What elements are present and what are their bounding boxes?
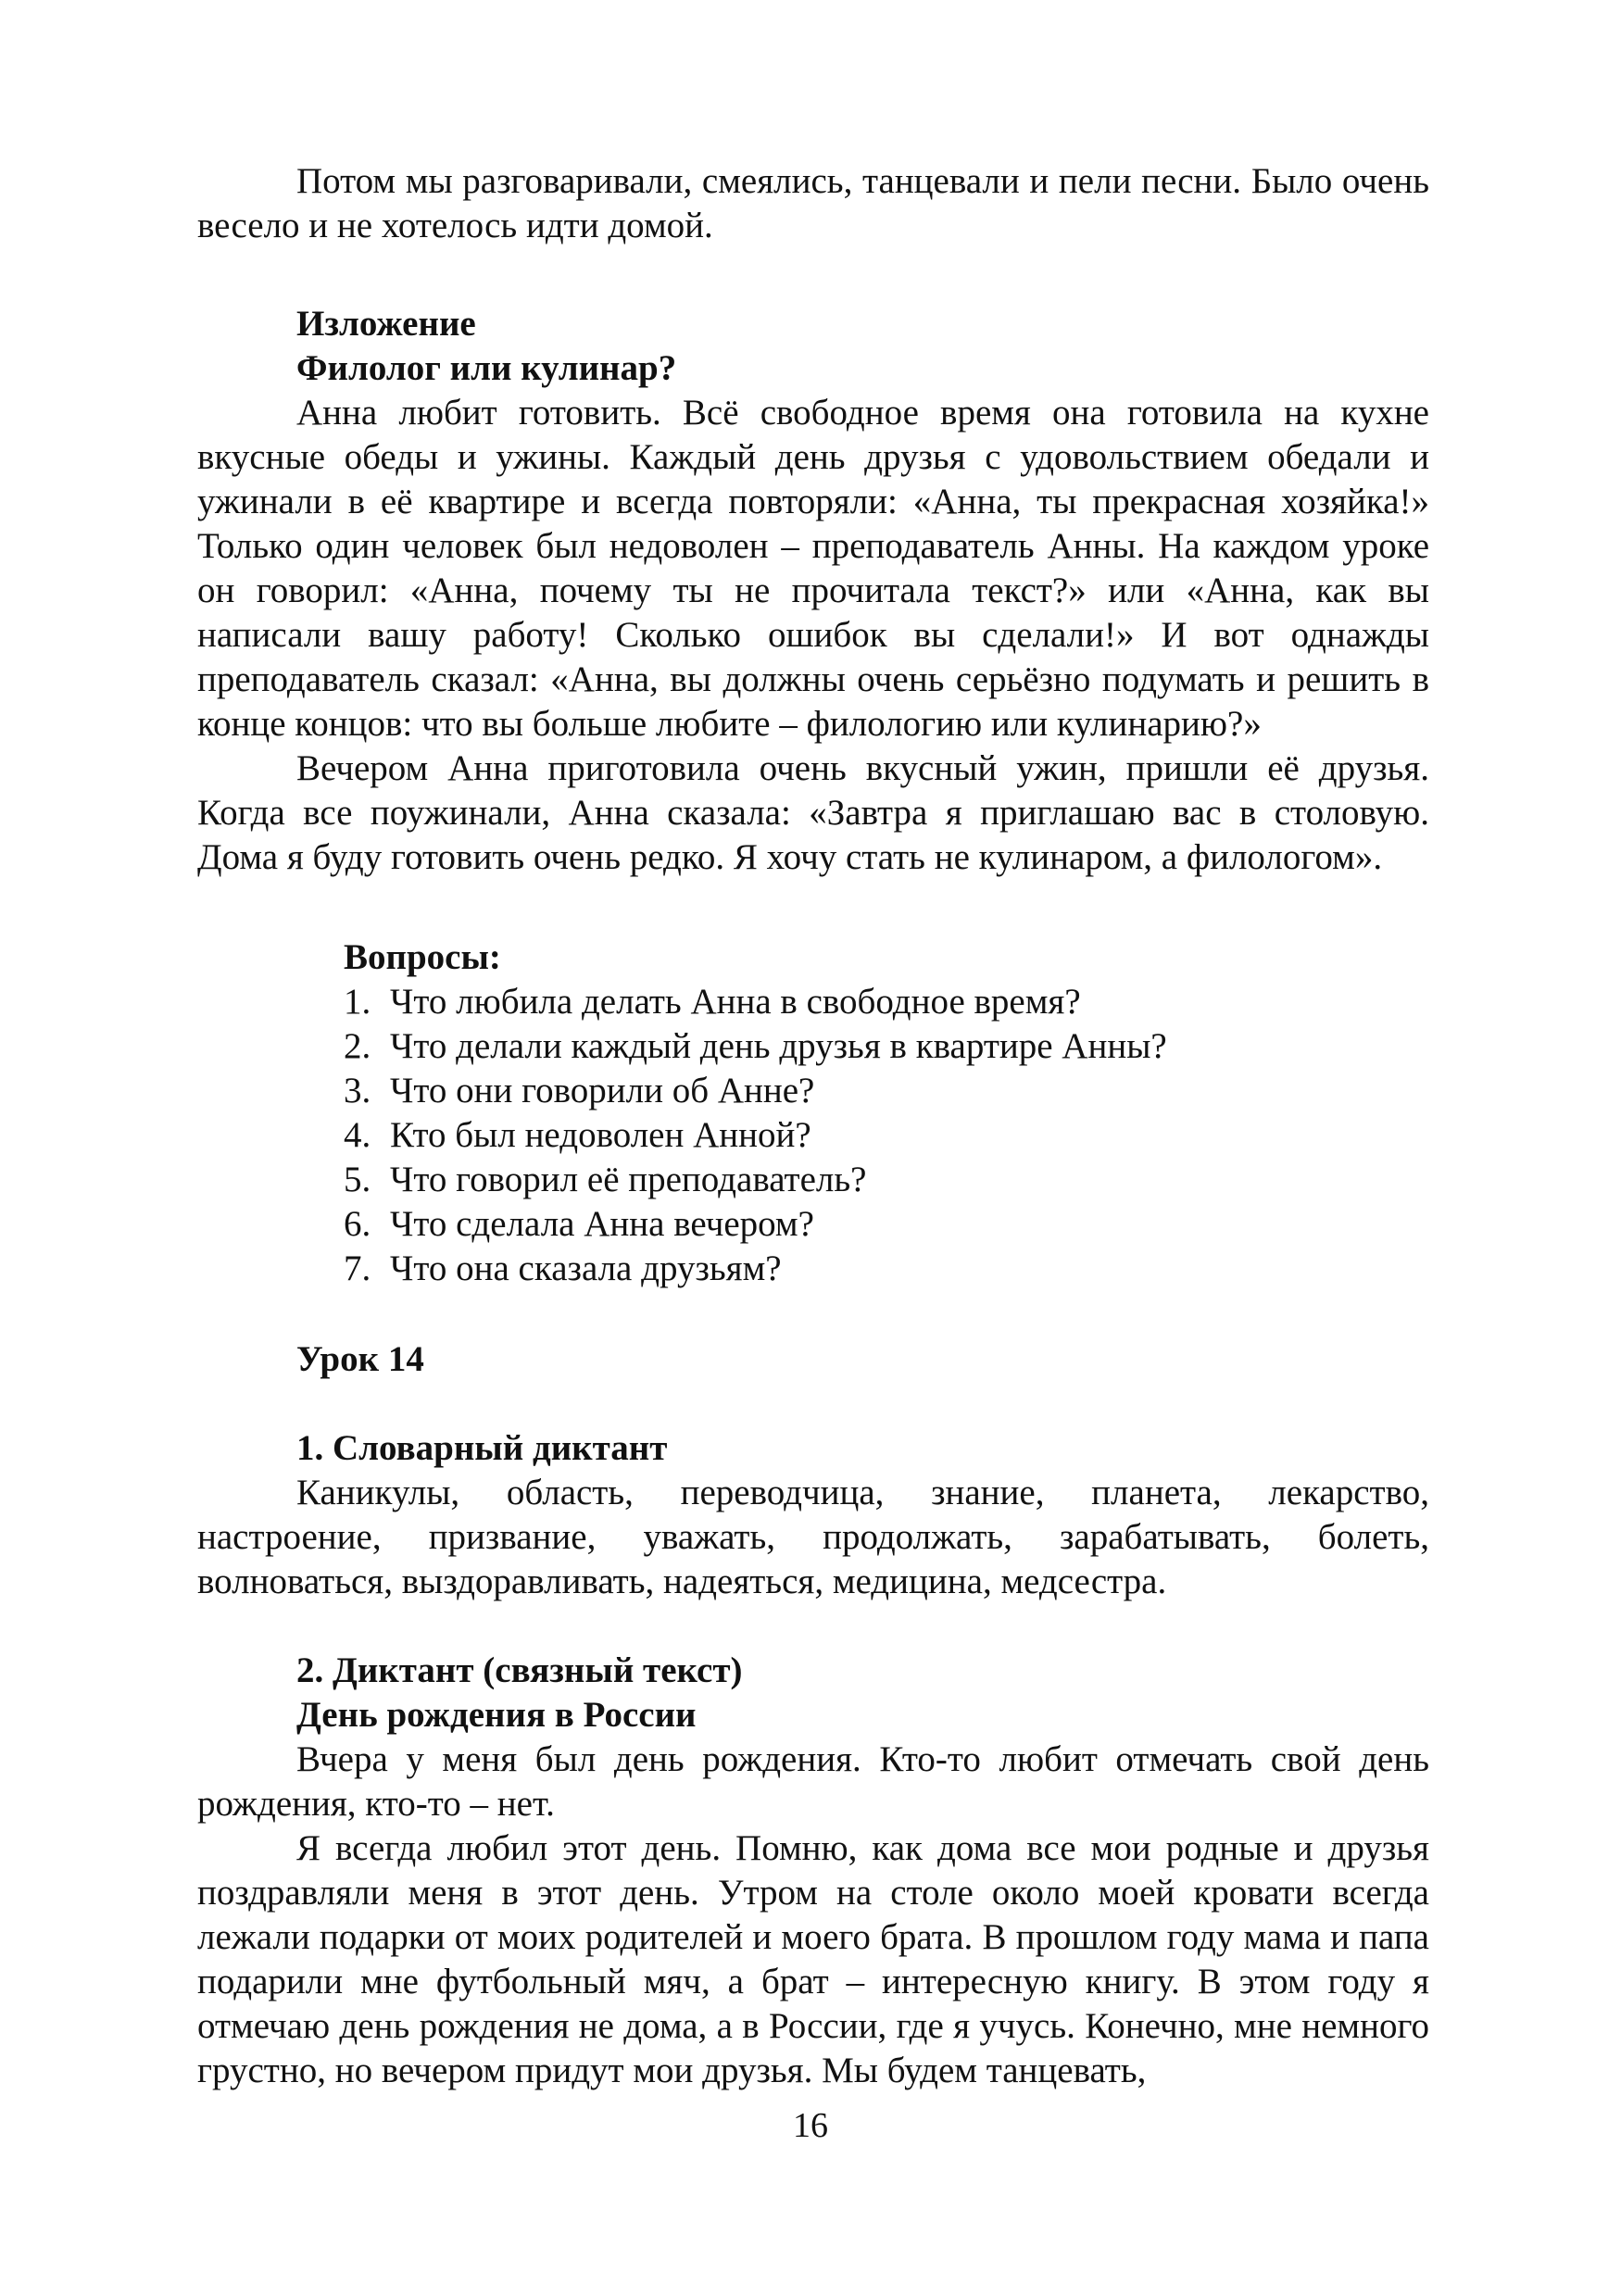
dictation-paragraph: Я всегда любил этот день. Помню, как дома все мои родные и друзья поздравляли меня в этот день. Утром на столе около моей кровати всегда лежали подарки от моих родителей и моего брата. В прошлом году мама и папа подарили мне футбольный мяч, а брат – интересную книгу. В этом году я отмечаю день рождения не дома, а в России, где я учусь. Конечно, мне немного грустно, но вечером придут мои друзья. Мы будем танцевать, [197, 1828, 1429, 2090]
question-number: 4. [344, 1115, 371, 1155]
lesson-title: Урок 14 [296, 1339, 424, 1379]
question-text: Что говорил её преподаватель? [390, 1160, 867, 1199]
question-text: Что делали каждый день друзья в квартире Анны? [390, 1026, 1167, 1066]
retelling-paragraph: Вечером Анна приготовила очень вкусный ужин, пришли её друзья. Когда все поужинали, Анна сказала: «Завтра я приглашаю вас в столовую. Дома я буду готовить очень редко. Я хочу стать не кулинаром, а филологом». [197, 748, 1429, 877]
page-content [197, 159, 1429, 2093]
questions-list [344, 980, 1429, 1291]
question-text: Что она сказала друзьям? [390, 1248, 782, 1288]
dictation-subtitle: День рождения в России [296, 1695, 697, 1735]
question-number: 3. [344, 1071, 371, 1110]
question-number: 6. [344, 1204, 371, 1244]
question-item [344, 980, 1429, 1024]
question-text: Что они говорили об Анне? [390, 1071, 815, 1110]
question-item [344, 1024, 1429, 1069]
question-text: Кто был недоволен Анной? [390, 1115, 811, 1155]
question-item [344, 1247, 1429, 1291]
question-number: 1. [344, 982, 371, 1022]
dictation-paragraph: Вчера у меня был день рождения. Кто-то любит отмечать свой день рождения, кто-то – нет. [197, 1739, 1429, 1824]
question-number: 5. [344, 1160, 371, 1199]
question-number: 2. [344, 1026, 371, 1066]
retelling-paragraph: Анна любит готовить. Всё свободное время она готовила на кухне вкусные обеды и ужины. Каждый день друзья с удовольствием обедали и ужинали в её квартире и всегда повторяли: «Анна, ты прекрасная хозяйка!» Только один человек был недоволен – преподаватель Анны. На каждом уроке он говорил: «Анна, почему ты не прочитала текст?» или «Анна, как вы написали вашу работу! Сколько ошибок вы сделали!» И вот однажды преподаватель сказал: «Анна, вы должны очень серьёзно подумать и решить в конце концов: что вы больше любите – филологию или кулинарию?» [197, 393, 1429, 744]
page-number: 16 [793, 2106, 828, 2145]
retelling-label: Изложение [296, 304, 476, 344]
retelling-title: Филолог или кулинар? [296, 348, 677, 388]
question-number: 7. [344, 1248, 371, 1288]
intro-paragraph: Потом мы разговаривали, смеялись, танцевали и пели песни. Было очень весело и не хотелось идти домой. [197, 161, 1429, 245]
question-text: Что сделала Анна вечером? [390, 1204, 814, 1244]
question-item [344, 1069, 1429, 1113]
question-item [344, 1158, 1429, 1202]
questions-title: Вопросы: [344, 937, 501, 977]
dictation-title: 2. Диктант (связный текст) [296, 1650, 743, 1690]
question-item [344, 1202, 1429, 1247]
questions-block [197, 935, 1429, 1291]
vocabulary-text: Каникулы, область, переводчица, знание, планета, лекарство, настроение, призвание, уважать, продолжать, зарабатывать, болеть, волноваться, выздоравливать, надеяться, медицина, медсестра. [197, 1473, 1429, 1601]
vocabulary-title: 1. Словарный диктант [296, 1428, 668, 1468]
question-text: Что любила делать Анна в свободное время? [390, 982, 1081, 1022]
question-item [344, 1113, 1429, 1158]
